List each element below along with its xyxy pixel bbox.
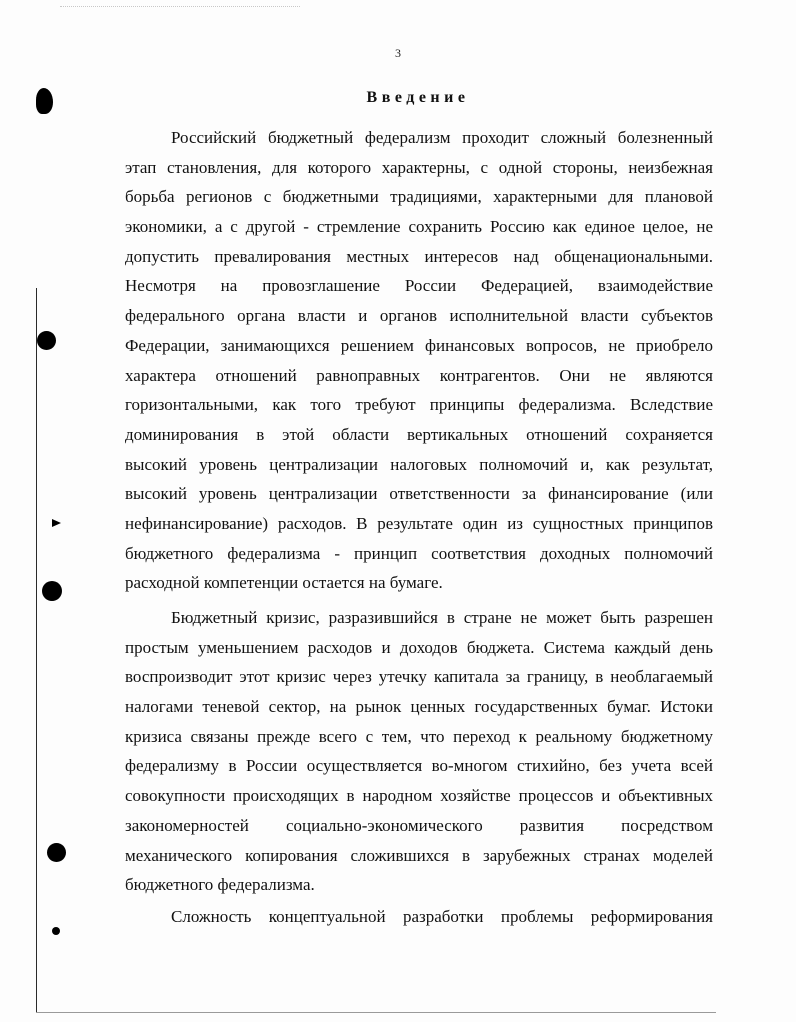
- text-line: доминирования в этой области вертикальных отношений сохраняется: [125, 424, 713, 444]
- text-line: горизонтальными, как того требуют принципы федерализма. Вследствие: [125, 395, 713, 415]
- text-line: этап становления, для которого характерны, с одной стороны, неизбежная: [125, 157, 713, 177]
- text-line: борьба регионов с бюджетными традициями, характерными для плановой: [125, 187, 713, 207]
- text-line: Несмотря на провозглашение России Федерацией, взаимодействие: [125, 276, 713, 296]
- text-line: простым уменьшением расходов и доходов бюджета. Система каждый день: [125, 637, 713, 657]
- text-line: совокупности происходящих в народном хозяйстве процессов и объективных: [125, 786, 713, 806]
- text-line: характера отношений равноправных контрагентов. Они не являются: [125, 365, 713, 385]
- text-line: высокий уровень централизации ответственности за финансирование (или: [125, 484, 713, 504]
- page-title: Введение: [366, 89, 470, 106]
- bottom-edge-line: [36, 1012, 716, 1013]
- margin-arrow-mark: [52, 519, 61, 527]
- text-line: федерализму в России осуществляется во-многом стихийно, без учета всей: [125, 756, 713, 776]
- text-line: расходной компетенции остается на бумаге.: [125, 573, 443, 593]
- text-line: допустить превалирования местных интересов над общенациональными.: [125, 246, 713, 266]
- text-line: Сложность концептуальной разработки проблемы реформирования: [171, 907, 713, 926]
- text-line: кризиса связаны прежде всего с тем, что переход к реальному бюджетному: [125, 726, 713, 746]
- binder-margin-line: [36, 288, 37, 1013]
- punch-hole-mark: [47, 843, 66, 862]
- text-line: бюджетного федерализма - принцип соответствия доходных полномочий: [125, 543, 713, 563]
- text-line: налогами теневой сектор, на рынок ценных государственных бумаг. Истоки: [125, 697, 713, 717]
- punch-hole-mark: [52, 927, 60, 935]
- punch-hole-mark: [36, 88, 53, 114]
- punch-hole-mark: [42, 581, 62, 601]
- text-line: высокий уровень централизации налоговых полномочий и, как результат,: [125, 454, 713, 474]
- page-number: 3: [395, 46, 401, 60]
- punch-hole-mark: [37, 331, 56, 350]
- scan-noise: [60, 6, 300, 9]
- text-line: Российский бюджетный федерализм проходит сложный болезненный: [171, 128, 713, 147]
- text-line: нефинансирование) расходов. В результате один из сущностных принципов: [125, 513, 713, 533]
- paragraph-2: [125, 603, 713, 900]
- text-line: воспроизводит этот кризис через утечку капитала за границу, в необлагаемый: [125, 667, 713, 687]
- paragraph-3: [125, 902, 713, 932]
- text-line: бюджетного федерализма.: [125, 875, 315, 895]
- text-line: федерального органа власти и органов исполнительной власти субъектов: [125, 306, 713, 326]
- paragraph-1: [125, 123, 713, 598]
- text-line: Федерации, занимающихся решением финансовых вопросов, не приобрело: [125, 335, 713, 355]
- text-line: закономерностей социально-экономического развития посредством: [125, 815, 713, 835]
- text-line: механического копирования сложившихся в зарубежных странах моделей: [125, 845, 713, 865]
- text-line: Бюджетный кризис, разразившийся в стране не может быть разрешен: [171, 608, 713, 627]
- text-line: экономики, а с другой - стремление сохранить Россию как единое целое, не: [125, 217, 713, 237]
